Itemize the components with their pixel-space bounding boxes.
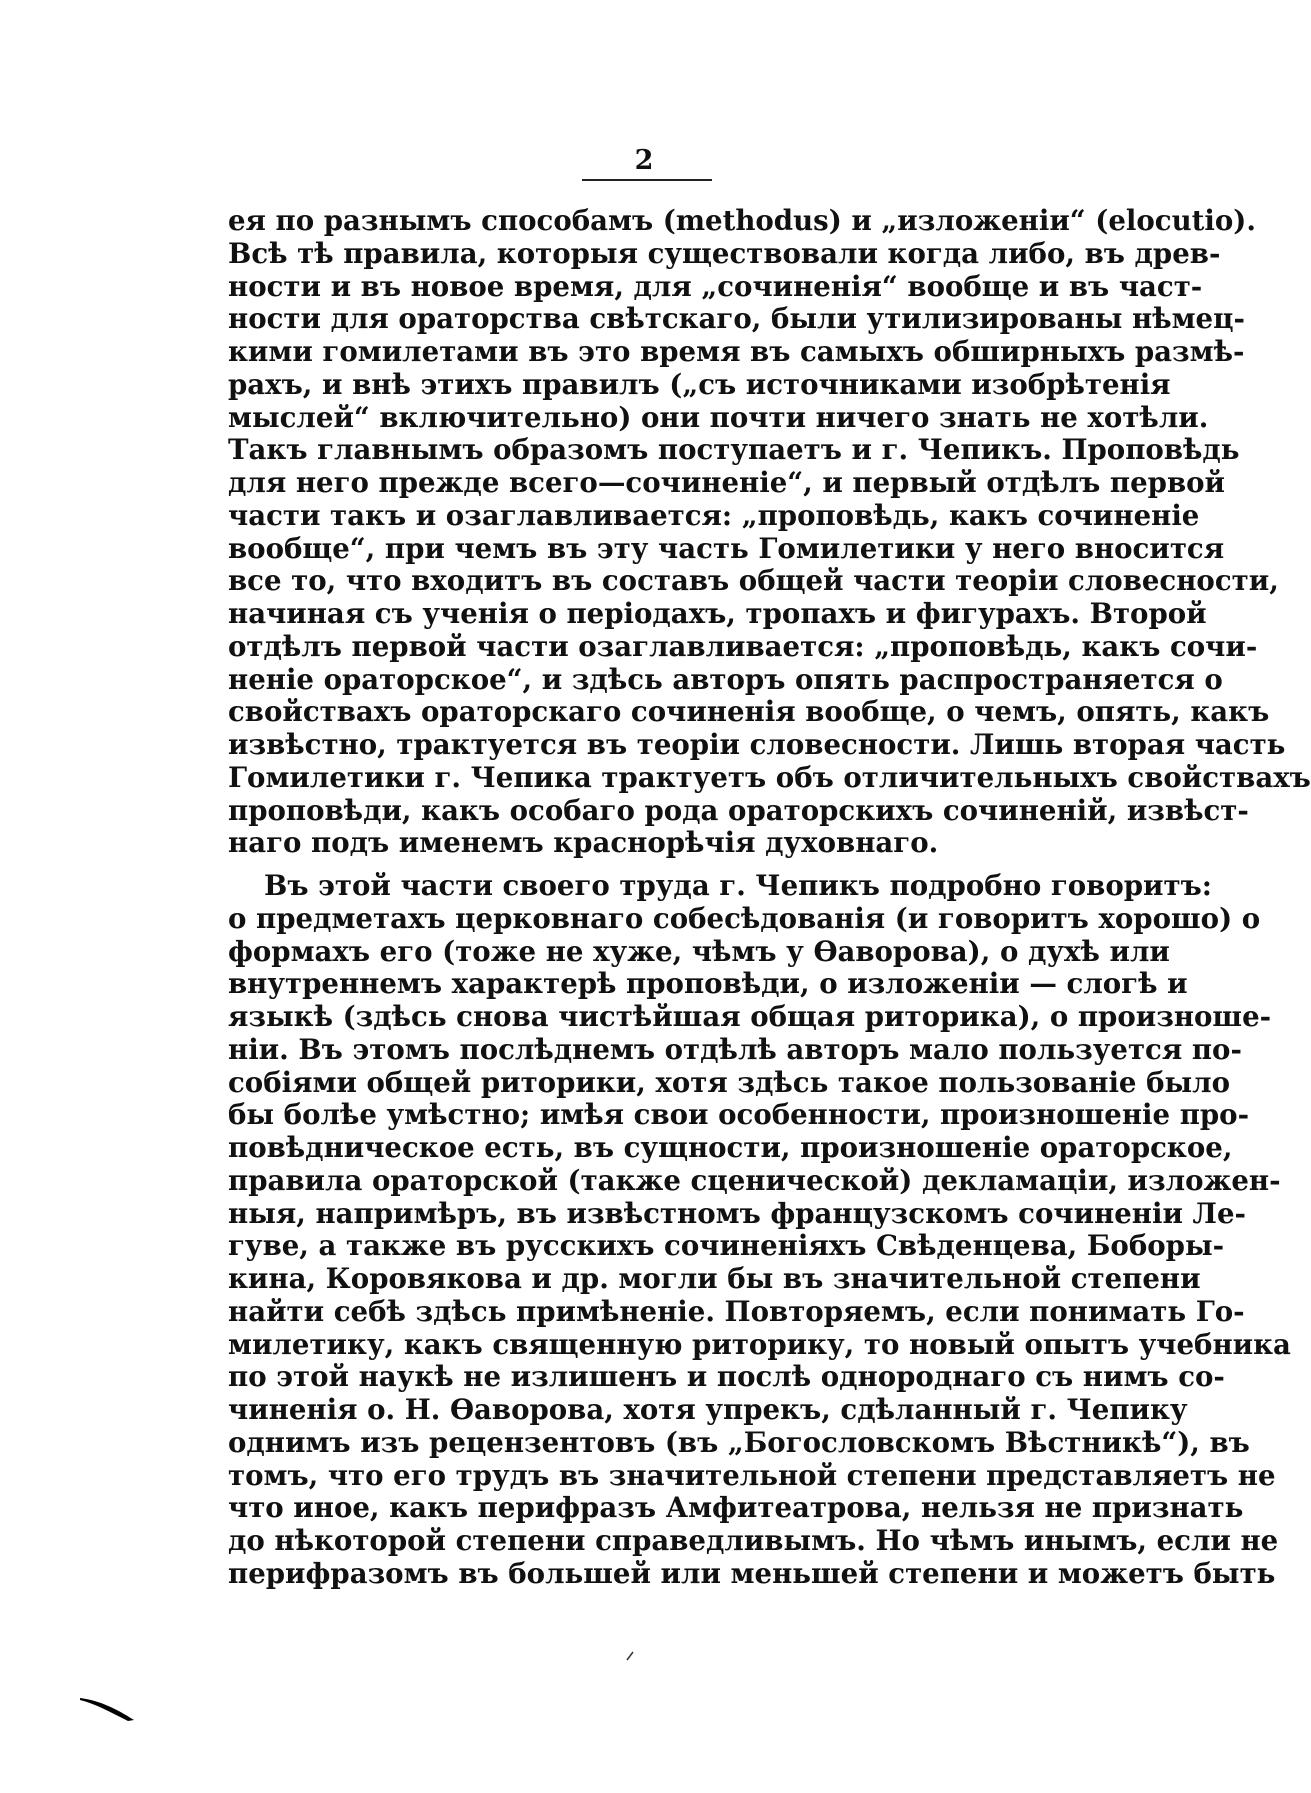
text-line: свойствахъ ораторскаго сочиненія вообще, о чемъ, опять, какъ (228, 695, 1270, 729)
text-line: Гомилетики г. Чепика трактуетъ объ отличительныхъ свойствахъ (228, 760, 1311, 794)
text-line: извѣстно, трактуется въ теоріи словесности. Лишь вторая часть (228, 728, 1286, 761)
text-line: чиненія о. Н. Ѳаворова, хотя упрекъ, сдѣланный г. Чепику (228, 1393, 1188, 1426)
text-line: для него прежде всего—сочиненіе“, и первый отдѣлъ первой (228, 466, 1225, 499)
text-line: повѣдническое есть, въ сущности, произношеніе ораторское, (228, 1131, 1233, 1164)
stray-tick-mark (625, 1651, 635, 1661)
text-line: кими гомилетами въ это время въ самыхъ обширныхъ размѣ- (228, 335, 1245, 368)
text-line: о предметахъ церковнаго собесѣдованія (и говоритъ хорошо) о (228, 901, 1261, 935)
text-line: мыслей“ включительно) они почти ничего знать не хотѣли. (228, 400, 1209, 434)
text-line: гуве, а также въ русскихъ сочиненіяхъ Свѣденцева, Боборы- (228, 1229, 1225, 1263)
text-line: найти себѣ здѣсь примѣненіе. Повторяемъ, если понимать Го- (228, 1294, 1245, 1328)
text-line: проповѣди, какъ особаго рода ораторскихъ сочиненій, извѣст- (228, 793, 1249, 827)
text-line: Въ этой части своего труда г. Чепикъ подробно говоритъ: (264, 869, 1212, 902)
text-line: томъ, что его трудъ въ значительной степени представляетъ не (228, 1458, 1276, 1492)
text-line: ности для ораторства свѣтскаго, были утилизированы нѣмец- (228, 302, 1245, 336)
text-line: собіями общей риторики, хотя здѣсь такое пользованіе было (228, 1065, 1231, 1099)
page-number-rule (582, 179, 712, 181)
text-line: ныя, напримѣръ, въ извѣстномъ французскомъ сочиненіи Ле- (228, 1196, 1246, 1230)
text-line: отдѣлъ первой части озаглавливается: „проповѣдь, какъ сочи- (228, 629, 1258, 663)
text-line: ніи. Въ этомъ послѣднемъ отдѣлѣ авторъ мало пользуется по- (228, 1032, 1242, 1066)
text-line: языкѣ (здѣсь снова чистѣйшая общая риторика), о произноше- (228, 1000, 1272, 1033)
text-line: что иное, какъ перифразъ Амфитеатрова, нельзя не признать (228, 1491, 1244, 1525)
text-line: начиная съ ученія о періодахъ, тропахъ и фигурахъ. Второй (228, 597, 1207, 630)
text-line: однимъ изъ рецензентовъ (въ „Богословскомъ Вѣстникѣ“), въ (228, 1425, 1250, 1459)
text-line: Такъ главнымъ образомъ поступаетъ и г. Чепикъ. Проповѣдь (228, 433, 1240, 467)
text-line: Всѣ тѣ правила, которыя существовали когда либо, въ древ- (228, 236, 1221, 270)
paragraph (228, 869, 1291, 1591)
text-line: кина, Коровякова и др. могли бы въ значительной степени (228, 1262, 1201, 1295)
text-line: наго подъ именемъ краснорѣчія духовнаго. (228, 826, 939, 860)
text-line: ности и въ новое время, для „сочиненія“ вообще и въ част- (228, 269, 1203, 303)
text-line: перифразомъ въ большей или меньшей степени и можетъ быть (228, 1556, 1276, 1590)
body-text (228, 204, 1311, 1591)
text-line: все то, что входитъ въ составъ общей части теоріи словесности, (228, 564, 1279, 598)
stray-ink-mark (78, 1694, 138, 1724)
text-line: неніе ораторское“, и здѣсь авторъ опять распространяется о (228, 662, 1223, 696)
text-line: бы болѣе умѣстно; имѣя свои особенности, произношеніе про- (228, 1098, 1250, 1132)
text-line: правила ораторской (также сценической) декламаціи, изложен- (228, 1163, 1281, 1197)
text-line: рахъ, и внѣ этихъ правилъ („съ источниками изобрѣтенія (228, 367, 1171, 401)
text-line: милетику, какъ священную риторику, то новый опытъ учебника (228, 1327, 1291, 1361)
paragraph (228, 204, 1311, 860)
text-line: по этой наукѣ не излишенъ и послѣ однороднаго съ нимъ со- (228, 1360, 1225, 1394)
text-line: части такъ и озаглавливается: „проповѣдь, какъ сочиненіе (228, 498, 1200, 532)
text-line: до нѣкоторой степени справедливымъ. Но чѣмъ инымъ, если не (228, 1524, 1279, 1557)
text-line: ея по разнымъ способамъ (methodus) и „изложеніи“ (elocutio). (228, 204, 1256, 237)
text-line: внутреннемъ характерѣ проповѣди, о изложеніи — слогѣ и (228, 967, 1188, 1001)
text-line: вообще“, при чемъ въ эту часть Гомилетики у него вносится (228, 531, 1225, 565)
text-line: формахъ его (тоже не хуже, чѣмъ у Ѳаворова), о духѣ или (228, 934, 1170, 968)
page-number: 2 (634, 145, 654, 176)
